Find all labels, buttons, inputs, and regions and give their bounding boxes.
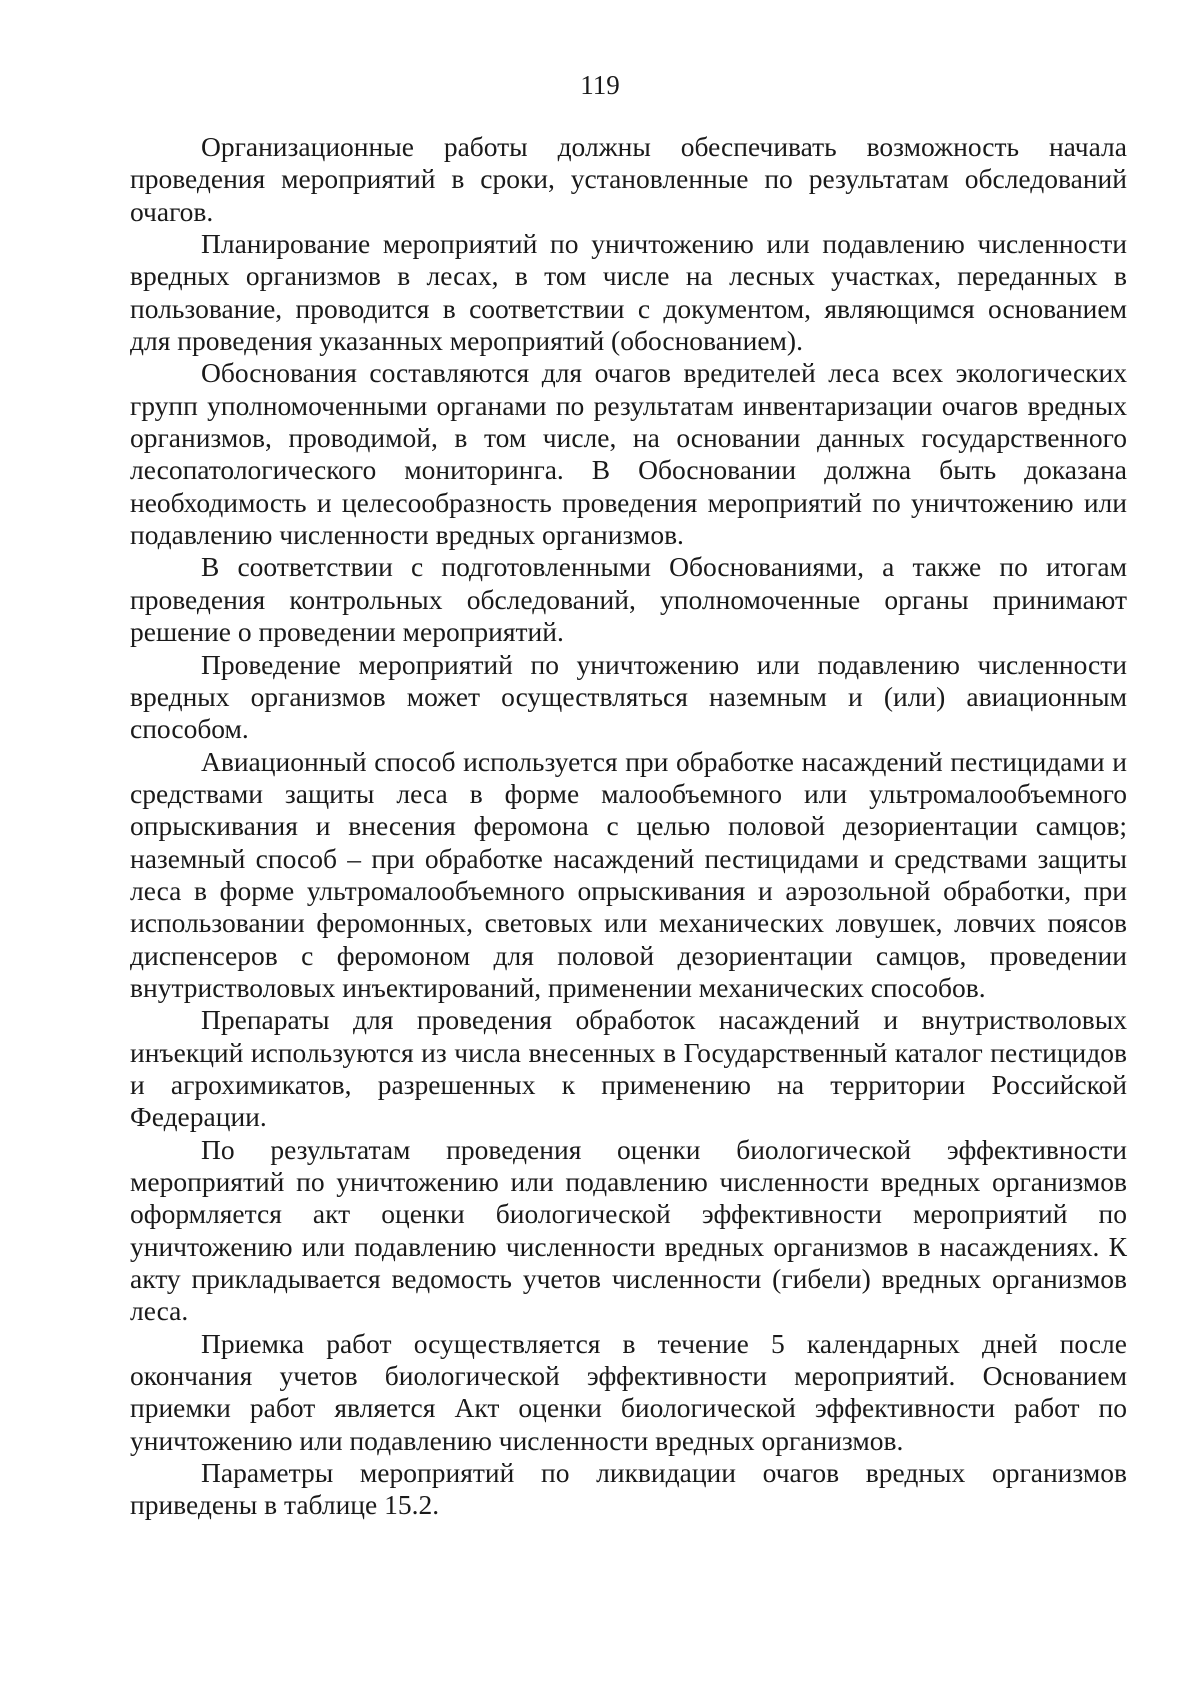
- paragraph: Планирование мероприятий по уничтожению или подавлению численности вредных организмов в лесах, в том числе на лесных участках, переданных в пользование, проводится в соответствии с документом, являющимся основанием для проведения указанных мероприятий (обоснованием).: [130, 228, 1127, 357]
- paragraph: Проведение мероприятий по уничтожению или подавлению численности вредных организмов может осуществляться наземным и (или) авиационным способом.: [130, 648, 1127, 745]
- paragraph: Организационные работы должны обеспечивать возможность начала проведения мероприятий в сроки, установленные по результатам обследований очагов.: [130, 131, 1127, 227]
- paragraph: В соответствии с подготовленными Обоснованиями, а также по итогам проведения контрольных обследований, уполномоченные органы принимают решение о проведении мероприятий.: [130, 551, 1127, 648]
- paragraph: Обоснования составляются для очагов вредителей леса всех экологических групп уполномоченными органами по результатам инвентаризации очагов вредных организмов, проводимой, в том числе, на основании данных государственного лесопатологического мониторинга. В Обосновании должна быть доказана необходимость и целесообразность проведения мероприятий по уничтожению или подавлению численности вредных организмов.: [130, 357, 1127, 551]
- paragraph: Препараты для проведения обработок насаждений и внутристволовых инъекций используются из числа внесенных в Государственный каталог пестицидов и агрохимикатов, разрешенных к применению на территории Российской Федерации.: [130, 1004, 1127, 1133]
- paragraph: По результатам проведения оценки биологической эффективности мероприятий по уничтожению или подавлению численности вредных организмов оформляется акт оценки биологической эффективности мероприятий по уничтожению или подавлению численности вредных организмов в насаждениях. К акту прикладывается ведомость учетов численности (гибели) вредных организмов леса.: [130, 1133, 1127, 1327]
- page-number: 119: [580, 70, 620, 100]
- document-body: [130, 131, 1127, 1522]
- paragraph: Приемка работ осуществляется в течение 5 календарных дней после окончания учетов биологической эффективности мероприятий. Основанием приемки работ является Акт оценки биологической эффективности работ по уничтожению или подавлению численности вредных организмов.: [130, 1327, 1127, 1456]
- paragraph: Параметры мероприятий по ликвидации очагов вредных организмов приведены в таблице 15.2.: [130, 1457, 1127, 1521]
- paragraph: Авиационный способ используется при обработке насаждений пестицидами и средствами защиты леса в форме малообъемного или ультромалообъемного опрыскивания и внесения феромона с целью половой дезориентации самцов; наземный способ – при обработке насаждений пестицидами и средствами защиты леса в форме ультромалообъемного опрыскивания и аэрозольной обработки, при использовании феромонных, световых или механических ловушек, ловчих поясов диспенсеров с феромоном для половой дезориентации самцов, проведении внутристволовых инъектирований, применении механических способов.: [130, 745, 1127, 1003]
